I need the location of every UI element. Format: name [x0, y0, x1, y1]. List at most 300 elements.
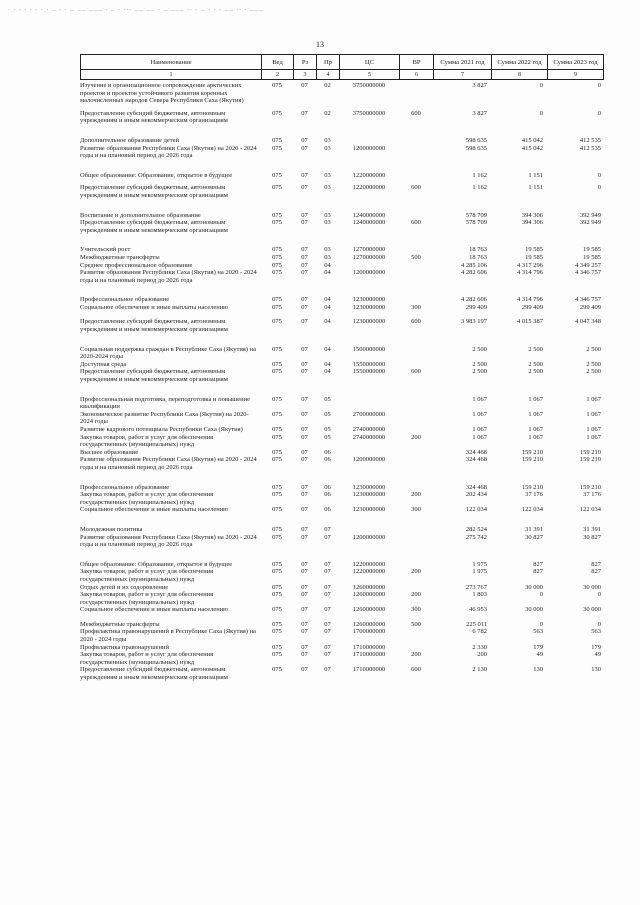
row-vr: 200: [411, 433, 421, 441]
row-name: Воспитание и дополнительное образование: [80, 211, 201, 219]
table-row: [80, 212, 603, 220]
row-sum-2023: 0: [597, 171, 601, 179]
row-name: Предоставление субсидий бюджетным, автономным учреждениям и иным некоммерческим организациям: [80, 109, 228, 125]
row-sum-2021: 1 067: [472, 395, 487, 403]
row-sum-2022: 415 042: [521, 144, 543, 152]
row-sum-2022: 37 176: [525, 491, 543, 499]
table-row: [80, 456, 603, 471]
row-sum-2021: 299 409: [465, 303, 487, 311]
row-ved: 075: [272, 433, 282, 441]
row-sum-2023: 122 034: [579, 506, 601, 514]
row-rz: 07: [301, 318, 308, 326]
row-ved: 075: [272, 318, 282, 326]
row-sum-2022: 179: [533, 643, 543, 651]
row-rz: 07: [301, 410, 308, 418]
row-pr: 07: [324, 628, 331, 636]
header-rz: Рз: [294, 55, 317, 70]
row-ved: 075: [272, 483, 282, 491]
row-name: Учительский рост: [80, 246, 131, 254]
table-row: [80, 411, 603, 426]
row-pr: 07: [324, 666, 331, 674]
table-header: [80, 54, 604, 80]
row-name: Развитие образования Республики Саха (Якутия) на 2020 - 2024 годы и на плановый период до 2026 года: [80, 456, 257, 471]
row-rz: 07: [301, 109, 308, 117]
row-pr: 07: [324, 568, 331, 576]
row-sum-2023: 159 210: [579, 448, 601, 456]
row-rz: 07: [301, 483, 308, 491]
row-rz: 07: [301, 136, 308, 144]
table-row: [80, 561, 603, 569]
row-cs: 1220000000: [352, 568, 386, 576]
row-cs: 1230000000: [352, 506, 386, 514]
row-sum-2022: 394 306: [521, 219, 543, 227]
table-row: [80, 346, 603, 361]
row-name: Закупка товаров, работ и услуг для обеспечения государственных (муниципальных) нужд: [80, 491, 214, 506]
table-row: [80, 82, 603, 105]
table-row: [80, 269, 603, 284]
row-sum-2022: 827: [533, 560, 543, 568]
row-ved: 075: [272, 219, 282, 227]
table-row: [80, 246, 603, 254]
row-sum-2022: 0: [539, 82, 543, 89]
row-vr: 600: [411, 219, 421, 227]
row-sum-2023: 1 067: [586, 395, 601, 403]
row-vr: 200: [411, 491, 421, 499]
row-sum-2021: 122 034: [465, 506, 487, 514]
row-sum-2022: 394 306: [521, 211, 543, 219]
row-sum-2021: 324 468: [465, 456, 487, 464]
row-sum-2022: 30 827: [525, 533, 543, 541]
row-pr: 07: [324, 583, 331, 591]
header-name: Наименование: [81, 55, 262, 70]
row-rz: 07: [301, 506, 308, 514]
row-name: Социальное обеспечение и иные выплаты населению: [80, 303, 229, 311]
row-pr: 07: [324, 643, 331, 651]
row-sum-2021: 273 767: [465, 583, 487, 591]
row-sum-2021: 1 975: [472, 560, 487, 568]
row-sum-2023: 30 000: [583, 606, 601, 614]
row-pr: 03: [324, 253, 331, 261]
row-cs: 1200000000: [352, 456, 386, 464]
row-name: Общее образование: Образование, открытое в будущее: [80, 171, 233, 179]
row-sum-2023: 0: [597, 620, 601, 628]
column-number: 6: [400, 70, 434, 80]
row-pr: 03: [324, 219, 331, 227]
row-rz: 07: [301, 184, 308, 192]
row-rz: 07: [301, 583, 308, 591]
row-ved: 075: [272, 448, 282, 456]
row-sum-2023: 2 500: [586, 360, 601, 368]
row-rz: 07: [301, 525, 308, 533]
row-sum-2021: 1 067: [472, 426, 487, 433]
row-cs: 1260000000: [352, 620, 386, 628]
row-sum-2021: 2 500: [472, 345, 487, 353]
row-name: Высшее образование: [80, 448, 139, 456]
row-sum-2023: 299 409: [579, 303, 601, 311]
row-sum-2022: 122 034: [521, 506, 543, 514]
row-pr: 04: [324, 303, 331, 311]
row-name: Закупка товаров, работ и услуг для обеспечения государственных (муниципальных) нужд: [80, 591, 214, 606]
row-sum-2022: 1 067: [528, 395, 543, 403]
row-cs: 2740000000: [352, 433, 386, 441]
row-name: Закупка товаров, работ и услуг для обеспечения государственных (муниципальных) нужд: [80, 568, 214, 583]
row-ved: 075: [272, 395, 282, 403]
row-pr: 02: [324, 109, 331, 117]
row-name: Социальная поддержка граждан в Республике Саха (Якутия) на 2020-2024 годы: [80, 345, 256, 361]
table-row: [80, 434, 603, 449]
table-row: [80, 137, 603, 145]
row-vr: 300: [411, 606, 421, 614]
scan-artifact-strip: . . . . . . . . _ . . _ __ ___ . _ . ... __ __ . _ ___ .. . _ . . . __ .. . ___: [8, 4, 264, 12]
row-sum-2021: 598 635: [465, 136, 487, 144]
row-sum-2023: 1 067: [586, 433, 601, 441]
row-sum-2022: 30 000: [525, 583, 543, 591]
row-ved: 075: [272, 253, 282, 261]
row-sum-2021: 4 282 606: [461, 269, 487, 277]
row-sum-2022: 159 210: [521, 448, 543, 456]
row-name: Предоставление субсидий бюджетным, автономным учреждениям и иным некоммерческим организациям: [80, 219, 228, 234]
row-name: Изучение и организационное сопровождение арктических проектов и проектов устойчивого развития коренных малочисленных народов Севера Республики Саха (Якутия): [80, 82, 244, 105]
row-name: Экономическое развитие Республики Саха (Якутия) на 2020-2024 годы: [80, 410, 249, 426]
row-cs: 1200000000: [352, 533, 386, 541]
header-sum-2021: Сумма 2021 год: [434, 55, 492, 70]
row-vr: 600: [411, 666, 421, 674]
row-sum-2023: 179: [591, 643, 601, 651]
row-rz: 07: [301, 144, 308, 152]
row-sum-2023: 49: [594, 651, 601, 659]
row-rz: 07: [301, 643, 308, 651]
row-ved: 075: [272, 666, 282, 674]
row-sum-2022: 299 409: [521, 303, 543, 311]
row-cs: 1550000000: [352, 368, 386, 376]
row-sum-2021: 1 067: [472, 410, 487, 418]
row-cs: 1710000000: [352, 666, 386, 674]
row-pr: 03: [324, 171, 331, 179]
row-sum-2022: 4 015 387: [517, 318, 543, 326]
column-number: 3: [294, 70, 317, 80]
row-sum-2022: 19 585: [525, 253, 543, 261]
row-sum-2021: 225 011: [466, 620, 487, 628]
row-name: Среднее профессиональное образование: [80, 261, 193, 269]
row-sum-2021: 3 983 197: [461, 318, 487, 326]
row-ved: 075: [272, 533, 282, 541]
row-vr: 500: [411, 253, 421, 261]
row-cs: 1240000000: [352, 211, 386, 219]
header-pr: Пр: [317, 55, 340, 70]
header-sum-2023: Сумма 2023 год: [548, 55, 604, 70]
row-ved: 075: [272, 261, 282, 269]
row-sum-2023: 4 349 257: [575, 261, 601, 269]
row-ved: 075: [272, 109, 282, 117]
row-rz: 07: [301, 211, 308, 219]
table-row: [80, 304, 603, 312]
row-cs: 1260000000: [352, 591, 386, 599]
row-cs: 1230000000: [352, 296, 386, 304]
row-sum-2021: 6 782: [472, 628, 487, 636]
row-sum-2022: 0: [539, 620, 543, 628]
table-row: [80, 219, 603, 234]
row-name: Профессиональное образование: [80, 296, 170, 304]
row-name: Доступная среда: [80, 360, 127, 368]
row-cs: 1260000000: [352, 583, 386, 591]
table-row: [80, 318, 603, 333]
row-sum-2021: 18 763: [469, 246, 487, 254]
row-sum-2022: 415 042: [521, 136, 543, 144]
row-rz: 07: [301, 246, 308, 254]
row-sum-2021: 3 827: [472, 109, 487, 117]
row-rz: 07: [301, 666, 308, 674]
row-ved: 075: [272, 620, 282, 628]
row-sum-2023: 0: [597, 82, 601, 89]
row-sum-2023: 392 949: [579, 211, 601, 219]
row-pr: 03: [324, 211, 331, 219]
row-sum-2023: 563: [591, 628, 601, 636]
row-cs: 1240000000: [352, 219, 386, 227]
table-row: [80, 172, 603, 180]
row-rz: 07: [301, 368, 308, 376]
row-sum-2022: 827: [533, 568, 543, 576]
header-vr: ВР: [400, 55, 434, 70]
row-cs: 1270000000: [352, 246, 386, 254]
row-cs: 1230000000: [352, 303, 386, 311]
row-rz: 07: [301, 269, 308, 277]
row-name: Развитие образования Республики Саха (Якутия) на 2020 - 2024 годы и на плановый период до 2026 года: [80, 144, 257, 160]
row-sum-2021: 1 162: [472, 184, 487, 192]
row-pr: 07: [324, 651, 331, 659]
row-pr: 04: [324, 269, 331, 277]
row-ved: 075: [272, 303, 282, 311]
column-number: 5: [340, 70, 400, 80]
header-sum-2022: Сумма 2022 год: [492, 55, 548, 70]
row-sum-2023: 412 535: [579, 136, 601, 144]
row-sum-2022: 0: [539, 591, 543, 599]
row-rz: 07: [301, 296, 308, 304]
row-vr: 600: [411, 368, 421, 376]
row-sum-2023: 0: [597, 109, 601, 117]
row-pr: 06: [324, 456, 331, 464]
row-sum-2023: 19 585: [583, 253, 601, 261]
row-ved: 075: [272, 591, 282, 599]
row-sum-2021: 2 500: [472, 368, 487, 376]
column-number: 8: [492, 70, 548, 80]
table-row: [80, 296, 603, 304]
row-cs: 1230000000: [352, 491, 386, 499]
header-ved: Вед: [262, 55, 294, 70]
row-rz: 07: [301, 606, 308, 614]
row-pr: 07: [324, 525, 331, 533]
row-ved: 075: [272, 628, 282, 636]
row-sum-2021: 3 827: [472, 82, 487, 89]
row-sum-2021: 4 282 606: [461, 296, 487, 304]
row-sum-2021: 2 500: [472, 360, 487, 368]
row-sum-2023: 159 210: [579, 456, 601, 464]
row-ved: 075: [272, 410, 282, 418]
row-sum-2022: 1 067: [528, 433, 543, 441]
row-cs: 1710000000: [352, 651, 386, 659]
row-sum-2023: 4 346 757: [575, 269, 601, 277]
row-ved: 075: [272, 184, 282, 192]
row-name: Развитие образования Республики Саха (Якутия) на 2020 - 2024 годы и на плановый период до 2026 года: [80, 269, 257, 284]
row-pr: 04: [324, 360, 331, 368]
row-rz: 07: [301, 491, 308, 499]
row-name: Межбюджетные трансферты: [80, 620, 160, 628]
row-pr: 06: [324, 483, 331, 491]
row-sum-2023: 30 827: [583, 533, 601, 541]
row-sum-2022: 4 314 796: [517, 296, 543, 304]
row-sum-2021: 1 162: [472, 171, 487, 179]
row-name: Профессиональное образование: [80, 483, 170, 491]
row-ved: 075: [272, 606, 282, 614]
table-row: [80, 621, 603, 629]
row-pr: 04: [324, 368, 331, 376]
row-vr: 500: [411, 620, 421, 628]
row-sum-2023: 0: [597, 591, 601, 599]
row-rz: 07: [301, 171, 308, 179]
table-row: [80, 628, 603, 643]
row-ved: 075: [272, 525, 282, 533]
row-pr: 03: [324, 136, 331, 144]
row-cs: 1220000000: [352, 171, 386, 179]
row-name: Предоставление субсидий бюджетным, автономным учреждениям и иным некоммерческим организациям: [80, 666, 228, 682]
row-pr: 04: [324, 318, 331, 326]
row-sum-2022: 159 210: [521, 483, 543, 491]
table-row: [80, 368, 603, 383]
table-row: [80, 484, 603, 492]
row-sum-2023: 1 067: [586, 410, 601, 418]
table-row: [80, 262, 603, 270]
row-pr: 07: [324, 606, 331, 614]
row-sum-2021: 1 975: [472, 568, 487, 576]
row-sum-2023: 4 346 757: [575, 296, 601, 304]
row-vr: 200: [411, 651, 421, 659]
row-ved: 075: [272, 82, 282, 89]
row-name: Предоставление субсидий бюджетным, автономным учреждениям и иным некоммерческим организациям: [80, 318, 228, 334]
row-rz: 07: [301, 651, 308, 659]
row-cs: 3750000000: [352, 109, 386, 117]
row-rz: 07: [301, 448, 308, 456]
row-sum-2023: 0: [597, 184, 601, 192]
row-rz: 07: [301, 261, 308, 269]
row-pr: 07: [324, 620, 331, 628]
row-name: Предоставление субсидий бюджетным, автономным учреждениям и иным некоммерческим организациям: [80, 184, 228, 199]
row-sum-2021: 2 330: [472, 643, 487, 651]
row-name: Межбюджетные трансферты: [80, 253, 160, 261]
column-number: 9: [548, 70, 604, 80]
row-sum-2023: 130: [591, 666, 601, 674]
row-ved: 075: [272, 560, 282, 568]
row-ved: 075: [272, 506, 282, 514]
row-ved: 075: [272, 368, 282, 376]
row-sum-2022: 159 210: [521, 456, 543, 464]
row-sum-2022: 563: [533, 628, 543, 636]
row-rz: 07: [301, 360, 308, 368]
table-row: [80, 254, 603, 262]
row-pr: 07: [324, 533, 331, 541]
row-sum-2021: 4 285 106: [461, 261, 487, 269]
row-vr: 300: [411, 506, 421, 514]
row-rz: 07: [301, 433, 308, 441]
row-cs: 1200000000: [352, 269, 386, 277]
row-sum-2023: 2 500: [586, 368, 601, 376]
row-sum-2022: 0: [539, 109, 543, 117]
row-rz: 07: [301, 533, 308, 541]
row-sum-2021: 324 468: [465, 448, 487, 456]
table-row: [80, 584, 603, 592]
table-row: [80, 184, 603, 199]
row-sum-2021: 200: [477, 651, 487, 659]
row-sum-2023: 19 585: [583, 246, 601, 254]
row-pr: 07: [324, 560, 331, 568]
row-rz: 07: [301, 303, 308, 311]
row-pr: 04: [324, 261, 331, 269]
row-pr: 02: [324, 82, 331, 89]
row-ved: 075: [272, 136, 282, 144]
row-sum-2023: 30 000: [583, 583, 601, 591]
row-ved: 075: [272, 568, 282, 576]
row-sum-2023: 2 500: [586, 345, 601, 353]
row-rz: 07: [301, 395, 308, 403]
row-sum-2022: 4 317 296: [517, 261, 543, 269]
row-sum-2022: 2 500: [528, 368, 543, 376]
table-row: [80, 591, 603, 606]
row-name: Молодежная политика: [80, 525, 143, 533]
row-ved: 075: [272, 643, 282, 651]
row-vr: 200: [411, 591, 421, 599]
row-ved: 075: [272, 171, 282, 179]
row-rz: 07: [301, 219, 308, 227]
row-cs: 1700000000: [352, 628, 386, 636]
row-name: Дополнительное образование детей: [80, 136, 179, 144]
row-ved: 075: [272, 456, 282, 464]
row-name: Профилактика правонарушений: [80, 643, 169, 651]
row-sum-2021: 46 953: [469, 606, 487, 614]
row-rz: 07: [301, 456, 308, 464]
row-name: Развитие образования Республики Саха (Якутия) на 2020 - 2024 годы и на плановый период до 2026 года: [80, 533, 257, 549]
row-cs: 2740000000: [352, 426, 386, 433]
row-sum-2023: 392 949: [579, 219, 601, 227]
row-pr: 04: [324, 345, 331, 353]
table-row: [80, 361, 603, 369]
table-row: [80, 666, 603, 681]
row-ved: 075: [272, 345, 282, 353]
row-sum-2021: 1 803: [472, 591, 487, 599]
row-sum-2023: 1 067: [586, 426, 601, 433]
row-rz: 07: [301, 560, 308, 568]
row-ved: 075: [272, 246, 282, 254]
row-sum-2023: 37 176: [583, 491, 601, 499]
row-pr: 07: [324, 591, 331, 599]
row-sum-2022: 4 314 796: [517, 269, 543, 277]
row-rz: 07: [301, 591, 308, 599]
row-ved: 075: [272, 269, 282, 277]
row-sum-2022: 130: [533, 666, 543, 674]
table-row: [80, 506, 603, 514]
row-rz: 07: [301, 82, 308, 89]
row-sum-2021: 275 742: [465, 533, 487, 541]
row-sum-2021: 324 468: [465, 483, 487, 491]
row-pr: 03: [324, 246, 331, 254]
row-cs: 1550000000: [352, 360, 386, 368]
row-sum-2022: 2 500: [528, 360, 543, 368]
column-number: 2: [262, 70, 294, 80]
row-name: Социальное обеспечение и иные выплаты населению: [80, 506, 229, 514]
row-name: Социальное обеспечение и иные выплаты населению: [80, 606, 229, 614]
row-vr: 600: [411, 184, 421, 192]
row-cs: 1200000000: [352, 144, 386, 152]
row-ved: 075: [272, 360, 282, 368]
row-pr: 05: [324, 395, 331, 403]
row-sum-2022: 1 067: [528, 410, 543, 418]
